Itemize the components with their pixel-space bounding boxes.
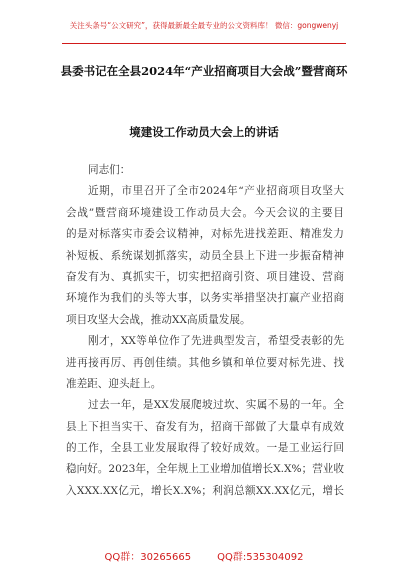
document-title-line-1: 县委书记在全县2024年“产业招商项目大会战”暨营商环	[60, 64, 348, 78]
paragraph-line: 项目攻坚大会战，推动XX高质量发展。	[66, 313, 251, 326]
speech-body	[66, 160, 344, 502]
paragraph-line: 入XXX.XX亿元，增长X.X%；利润总额XX.XX亿元，增长	[66, 484, 344, 497]
paragraph-line: 近期，市里召开了全市2024年“产业招商项目攻坚大	[88, 185, 344, 198]
paragraph-line: 县上下担当实干、奋发有为，招商干部做了大量卓有成效	[66, 420, 344, 433]
header-divider	[62, 43, 346, 44]
paragraph-line: 稳向好。2023年，全年规上工业增加值增长X.X%；营业收	[66, 463, 344, 476]
paragraph-line: 准差距、迎头赶上。	[66, 377, 162, 390]
paragraph-line: 过去一年，是XX发展爬坡过坎、实属不易的一年。全	[88, 399, 344, 412]
salutation: 同志们：	[88, 164, 131, 176]
document-title-line-2: 境建设工作动员大会上的讲话	[129, 125, 279, 139]
paragraph-line: 会战”暨营商环境建设工作动员大会。今天会议的主要目	[66, 206, 344, 219]
qq-group-2: QQ群:535304092	[217, 552, 304, 563]
paragraph-line: 的是对标落实市委会议精神，对标先进找差距、精准发力	[66, 228, 344, 241]
paragraph-line: 环境作为我们的头等大事，以务实举措坚决打赢产业招商	[66, 292, 344, 305]
footer-qq-groups	[0, 548, 408, 563]
paragraph-line: 补短板、系统谋划抓落实，动员全县上下进一步振奋精神	[66, 249, 344, 262]
paragraph-line: 刚才，XX等单位作了先进典型发言，希望受表彰的先	[88, 335, 344, 348]
header-banner: 关注头条号“公文研究”，获得最新最全最专业的公文资料库！ 微信：gongwenyj	[69, 21, 339, 30]
paragraph-line: 的工作，全县工业发展取得了较好成效。一是工业运行回	[66, 442, 344, 455]
paragraph-line: 奋发有为、真抓实干，切实把招商引资、项目建设、营商	[66, 270, 344, 283]
qq-group-1: QQ群：30265665	[104, 552, 192, 563]
paragraph-line: 进再接再厉、再创佳绩。其他乡镇和单位要对标先进、找	[66, 356, 344, 369]
